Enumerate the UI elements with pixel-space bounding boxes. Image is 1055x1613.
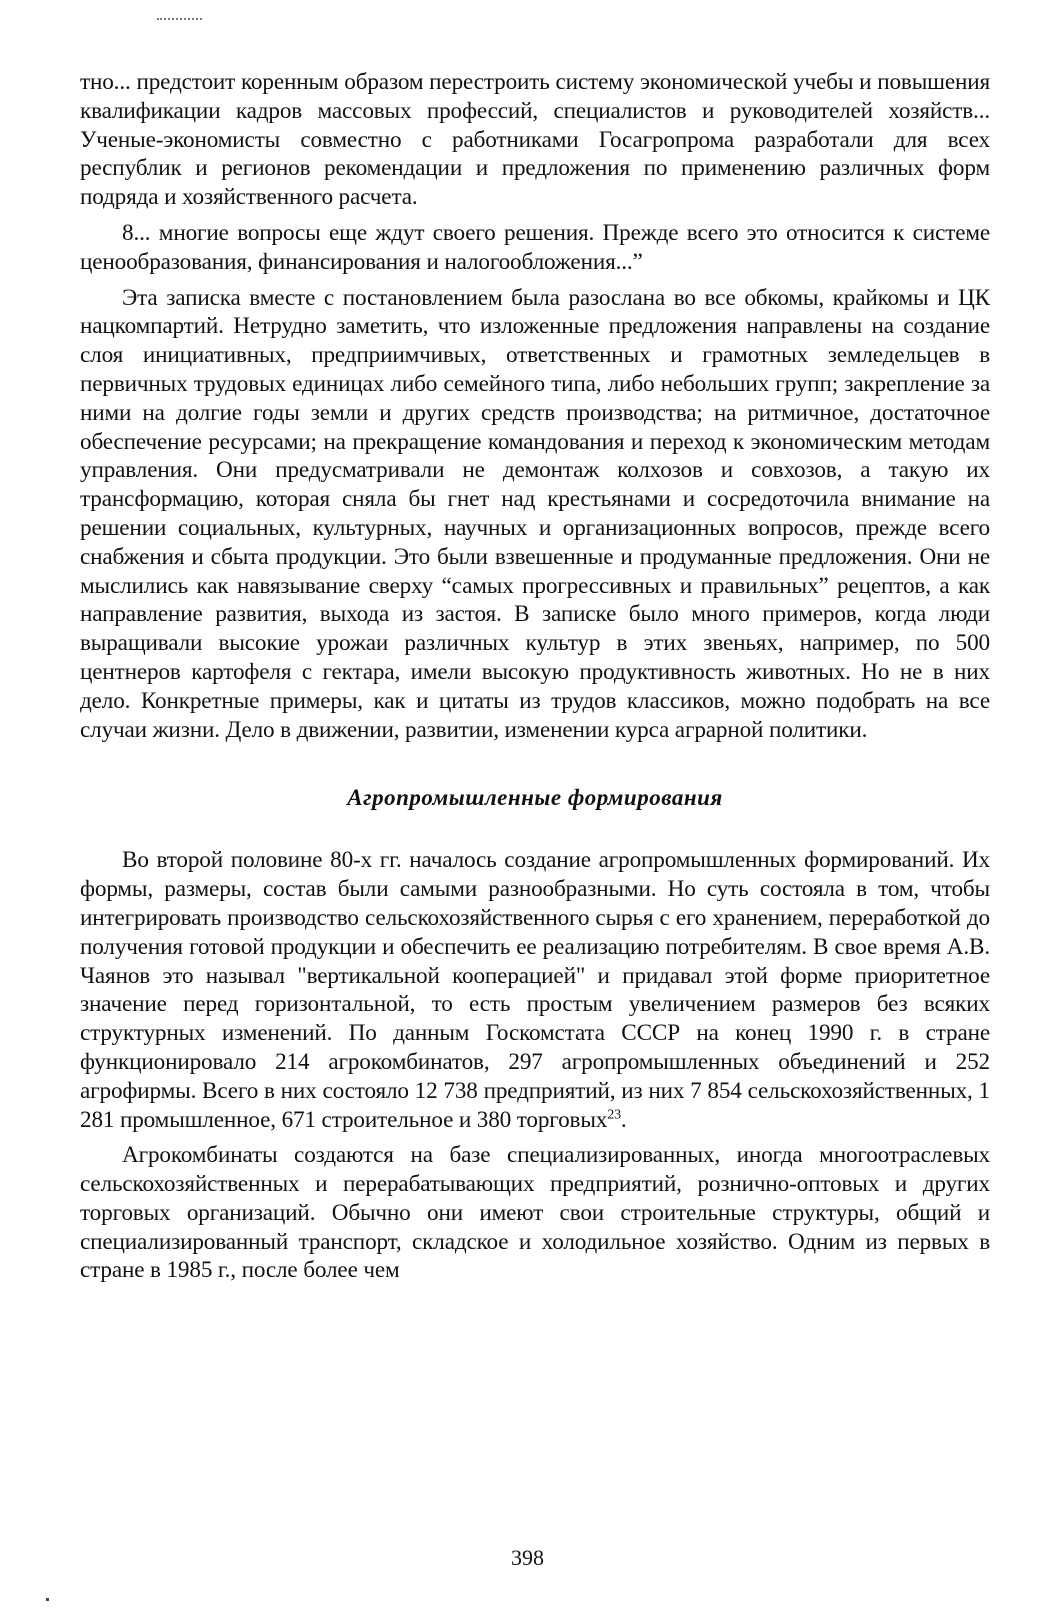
- page-number: 398: [511, 1545, 544, 1570]
- page-body: [80, 68, 990, 1285]
- paragraph-agro-formations-text: Во второй половине 80-х гг. началось создание агропромышленных формирований. Их формы, размеры, состав были самыми разнообразными. Но суть состояла в том, чтобы интегрировать производство сельскохозяйственного сырья с его хранением, переработкой до получения готовой продукции и обеспечить ее реализацию потребителям. В свое время А.В. Чаянов это называл "вертикальной кооперацией" и придавал этой форме приоритетное значение перед горизонтальной, то есть простым увеличением размеров без всяких структурных изменений. По данным Госкомстата СССР на конец 1990 г. в стране функционировало 214 агрокомбинатов, 297 агропромышленных объединений и 252 агрофирмы. Всего в них состояло 12 738 предприятий, из них 7 854 сельскохозяйственных, 1 281 промышленное, 671 строительное и 380 торговых: [80, 847, 990, 1133]
- section-heading: Агропромышленные формирования: [347, 785, 723, 811]
- paragraph-point-8: 8... многие вопросы еще ждут своего решения. Прежде всего это относится к системе ценообразования, финансирования и налогообложения...”: [80, 219, 990, 275]
- footnote-reference[interactable]: 23: [607, 1106, 621, 1122]
- scan-smudge: [157, 18, 202, 23]
- paragraph-memo-analysis: Эта записка вместе с постановлением была разослана во все обкомы, крайкомы и ЦК нацкомпартий. Нетрудно заметить, что изложенные предложения направлены на создание слоя инициативных, предприимчивых, ответственных и грамотных земледельцев в первичных трудовых единицах либо семейного типа, либо небольших групп; закрепление за ними на долгие годы земли и других средств производства; на ритмичное, достаточное обеспечение ресурсами; на прекращение командования и переход к экономическим методам управления. Они предусматривали не демонтаж колхозов и совхозов, а такую их трансформацию, которая сняла бы гнет над крестьянами и сосредоточила внимание на решении социальных, культурных, научных и организационных вопросов, прежде всего снабжения и сбыта продукции. Это были взвешенные и продуманные предложения. Они не мыслились как навязывание сверху “самых прогрессивных и правильных” рецептов, а как направление развития, выхода из застоя. В записке было много примеров, когда люди выращивали высокие урожаи различных культур в этих звеньях, например, по 500 центнеров картофеля с гектара, имели высокую продуктивность животных. Но не в них дело. Конкретные примеры, как и цитаты из трудов классиков, можно подобрать на все случаи жизни. Дело в движении, развитии, изменении курса аграрной политики.: [80, 284, 990, 743]
- paragraph-agro-formations: [80, 846, 990, 1134]
- paragraph-end-punctuation: .: [620, 1106, 627, 1133]
- paragraph-continuation: тно... предстоит коренным образом перестроить систему экономической учебы и повышения квалификации кадров массовых профессий, специалистов и руководителей хозяйств... Ученые-экономисты совместно с работниками Госагропрома разработали для всех республик и регионов рекомендации и предложения по применению различных форм подряда и хозяйственного расчета.: [80, 69, 990, 211]
- paragraph-agrocombines: Агрокомбинаты создаются на базе специализированных, иногда многоотраслевых сельскохозяйственных и перерабатывающих предприятий, рознично-оптовых и других торговых организаций. Обычно они имеют свои строительные структуры, общий и специализированный транспорт, складское и холодильное хозяйство. Одним из первых в стране в 1985 г., после более чем: [80, 1142, 990, 1284]
- scan-mark: [46, 1598, 49, 1601]
